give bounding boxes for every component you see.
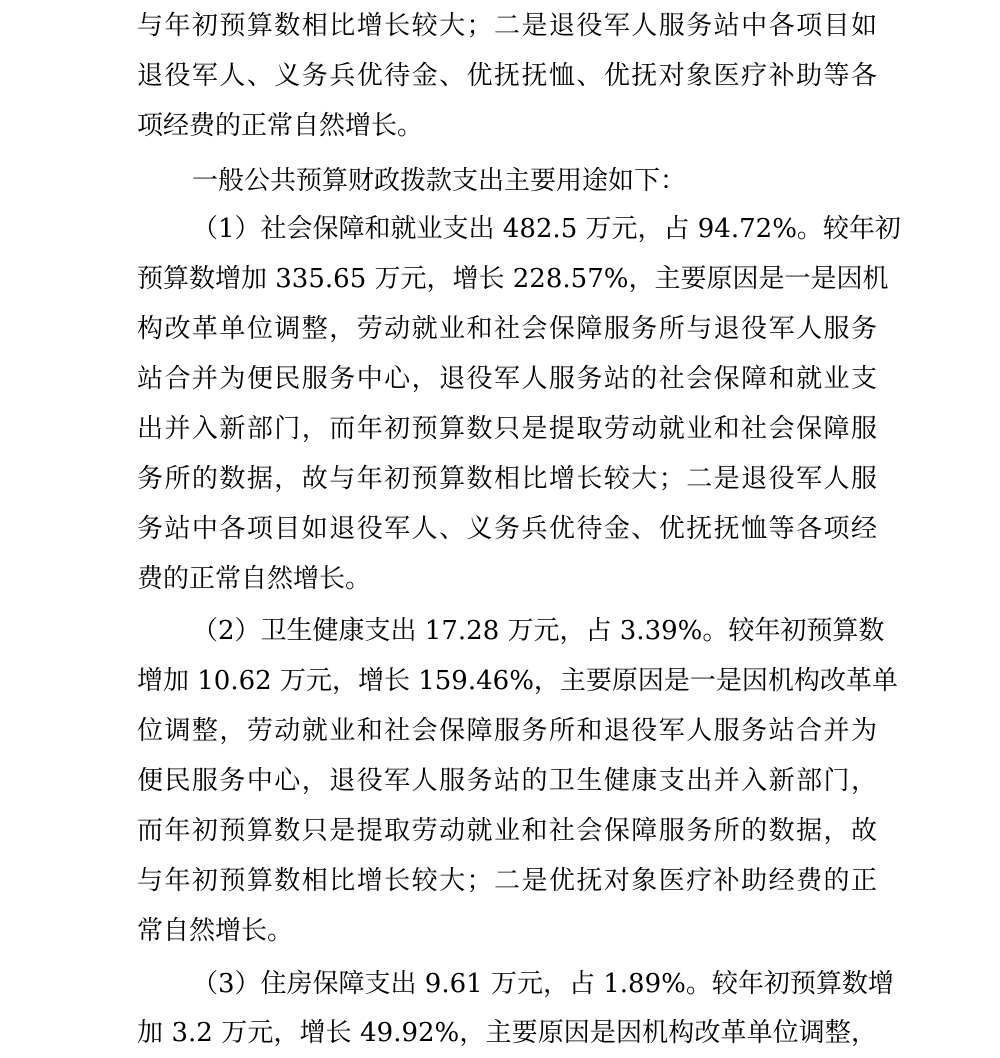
text-line: （3）住房保障支出 9.61 万元，占 1.89%。较年初预算数增: [192, 969, 894, 999]
text-line: 退役军人、义务兵优待金、优抚抚恤、优抚对象医疗补助等各: [137, 61, 877, 91]
text-line: 而年初预算数只是提取劳动就业和社会保障服务所的数据，故: [137, 816, 877, 846]
text-line: 务站中各项目如退役军人、义务兵优待金、优抚抚恤等各项经: [137, 514, 877, 544]
text-line: 位调整，劳动就业和社会保障服务所和退役军人服务站合并为: [137, 716, 877, 746]
text-line: （1）社会保障和就业支出 482.5 万元，占 94.72%。较年初: [192, 214, 901, 244]
text-line: 常自然增长。: [137, 916, 294, 946]
text-line: 务所的数据，故与年初预算数相比增长较大；二是退役军人服: [137, 464, 877, 494]
text-line: 与年初预算数相比增长较大；二是退役军人服务站中各项目如: [137, 11, 877, 41]
text-line: 费的正常自然增长。: [137, 564, 372, 594]
text-line: 与年初预算数相比增长较大；二是优抚对象医疗补助经费的正: [137, 866, 877, 896]
text-line: 构改革单位调整，劳动就业和社会保障服务所与退役军人服务: [137, 314, 877, 344]
text-line: 增加 10.62 万元，增长 159.46%，主要原因是一是因机构改革单: [137, 666, 898, 696]
text-line: 加 3.2 万元，增长 49.92%，主要原因是因机构改革单位调整，: [137, 1018, 877, 1048]
text-line: 预算数增加 335.65 万元，增长 228.57%，主要原因是一是因机: [137, 264, 889, 294]
text-line: （2）卫生健康支出 17.28 万元，占 3.39%。较年初预算数: [192, 616, 885, 646]
text-line: 站合并为便民服务中心，退役军人服务站的社会保障和就业支: [137, 364, 877, 394]
text-line: 便民服务中心，退役军人服务站的卫生健康支出并入新部门，: [137, 766, 877, 796]
text-line: 出并入新部门，而年初预算数只是提取劳动就业和社会保障服: [137, 414, 877, 444]
text-line: 项经费的正常自然增长。: [137, 111, 424, 141]
text-line: 一般公共预算财政拨款支出主要用途如下：: [192, 166, 687, 196]
